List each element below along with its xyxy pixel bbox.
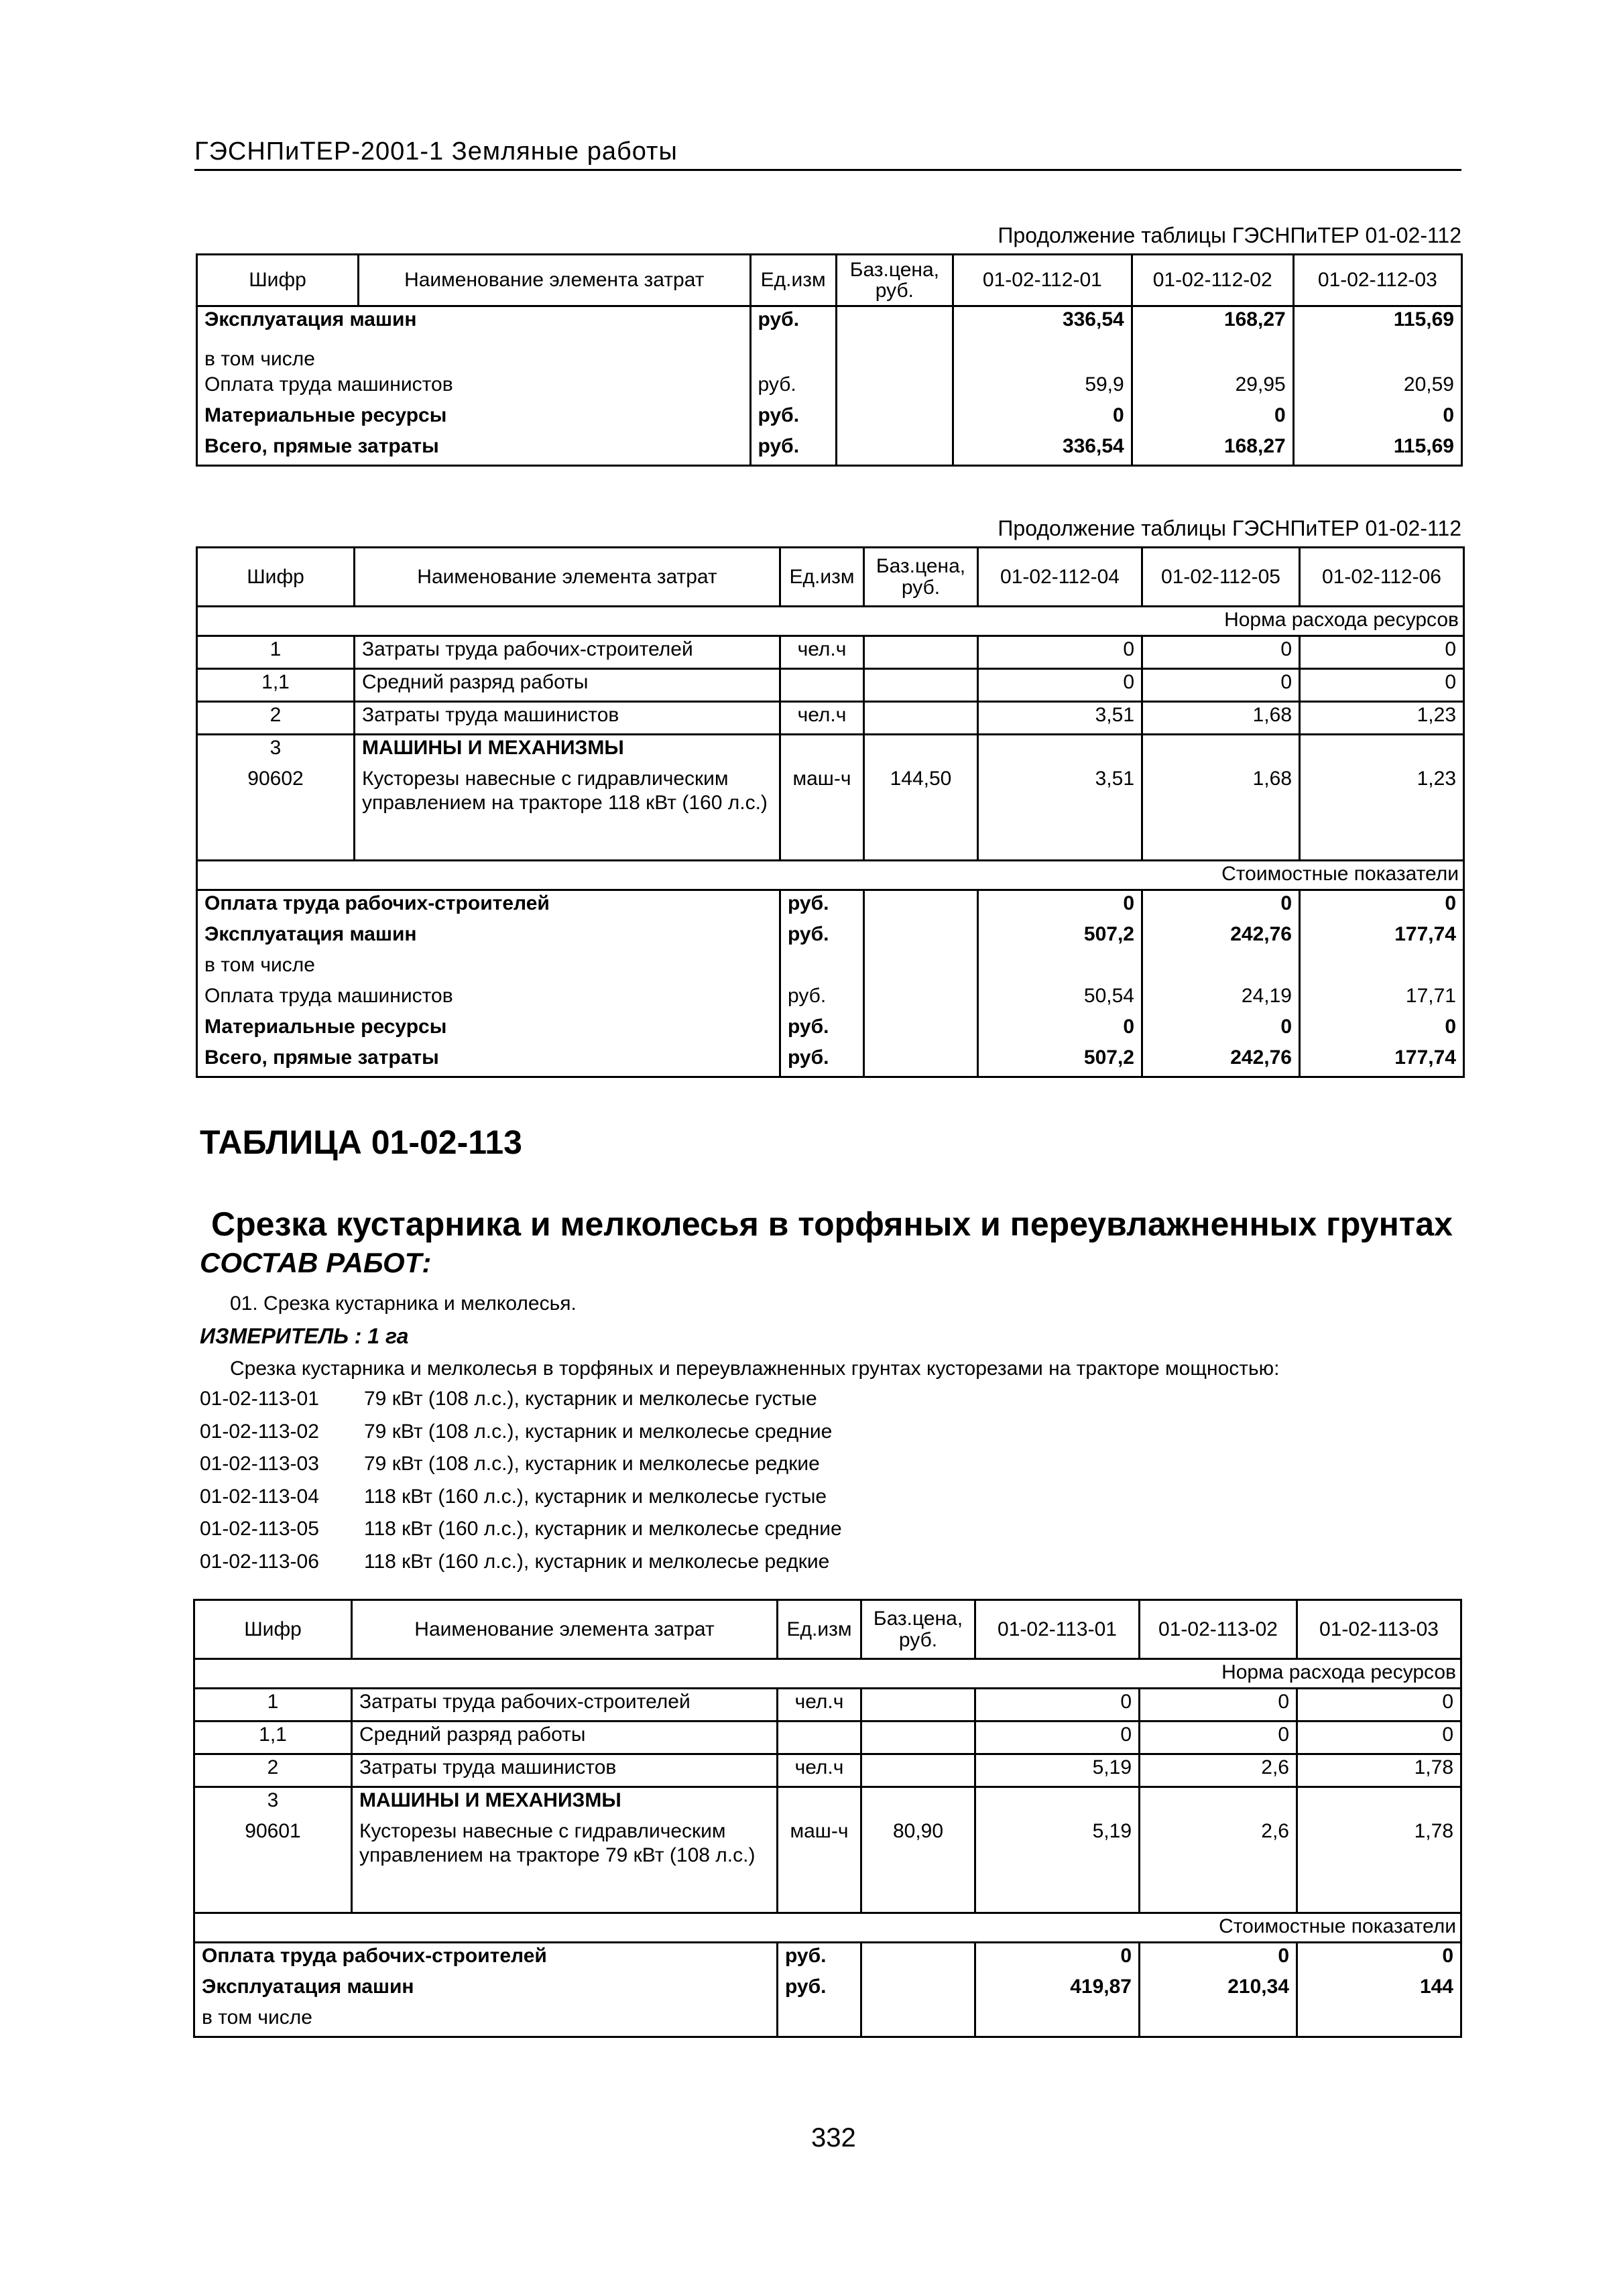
- row-name: Затраты труда рабочих-строителей: [352, 1689, 778, 1721]
- row-value: 507,2: [978, 922, 1142, 953]
- row-name: Оплата труда рабочих-строителей: [197, 890, 780, 922]
- row-value: 0: [1293, 403, 1461, 434]
- col-header: 01-02-113-02: [1140, 1600, 1297, 1659]
- table1-caption: Продолжение таблицы ГЭСНПиТЕР 01-02-112: [998, 223, 1461, 247]
- row-unit: чел.ч: [780, 702, 864, 735]
- item-code: 01-02-113-03: [200, 1453, 319, 1475]
- row-unit: руб.: [780, 890, 864, 922]
- list-item: [200, 1551, 842, 1583]
- table-row: [197, 983, 1464, 1014]
- row-unit: руб.: [750, 403, 836, 434]
- row-name: в том числе: [197, 953, 780, 983]
- list-item: [200, 1486, 842, 1518]
- row-code: 3: [194, 1787, 352, 1819]
- row-unit: руб.: [778, 1974, 861, 2005]
- row-value: 1,23: [1300, 702, 1464, 735]
- col-header: Шифр: [197, 255, 359, 306]
- table1: [196, 253, 1463, 467]
- row-value: 0: [953, 403, 1132, 434]
- col-header: 01-02-113-01: [975, 1600, 1140, 1659]
- row-name: Эксплуатация машин: [194, 1974, 778, 2005]
- row-unit: чел.ч: [780, 636, 864, 669]
- row-value: 168,27: [1132, 306, 1293, 340]
- col-header: Наименование элемента затрат: [355, 548, 780, 607]
- row-value: 0: [1142, 890, 1300, 922]
- col-header: Ед.изм: [778, 1600, 861, 1659]
- table2: [196, 546, 1465, 1078]
- col-header: 01-02-112-01: [953, 255, 1132, 306]
- col-header: 01-02-112-06: [1300, 548, 1464, 607]
- row-code: 1: [194, 1689, 352, 1721]
- row-value: 242,76: [1142, 1045, 1300, 1077]
- row-value: 20,59: [1293, 372, 1461, 403]
- table-row: [194, 1689, 1461, 1721]
- section-row: [194, 1659, 1461, 1689]
- work-title: Срезка кустарника и мелколесья в торфяных и переувлажненных грунтах: [211, 1205, 1453, 1243]
- row-value: 242,76: [1142, 922, 1300, 953]
- row-unit: чел.ч: [778, 1754, 861, 1787]
- row-name: Эксплуатация машин: [197, 922, 780, 953]
- col-header: 01-02-112-03: [1293, 255, 1461, 306]
- row-value: 0: [1142, 1014, 1300, 1045]
- row-value: 0: [1297, 1689, 1461, 1721]
- table-row: [197, 669, 1464, 702]
- section-label: Норма расхода ресурсов: [194, 1659, 1461, 1689]
- col-header: 01-02-113-03: [1297, 1600, 1461, 1659]
- row-value: 115,69: [1293, 434, 1461, 466]
- row-code: 1,1: [197, 669, 355, 702]
- row-code: 90601: [194, 1819, 352, 1913]
- item-text: 79 кВт (108 л.с.), кустарник и мелколесье редкие: [364, 1453, 820, 1475]
- table2-caption: Продолжение таблицы ГЭСНПиТЕР 01-02-112: [998, 516, 1461, 540]
- table-row: [194, 1787, 1461, 1819]
- list-item: [200, 1453, 842, 1486]
- row-unit: руб.: [778, 1942, 861, 1974]
- row-code: 1: [197, 636, 355, 669]
- table-row: [197, 922, 1464, 953]
- row-value: 29,95: [1132, 372, 1293, 403]
- table-header-row: [197, 548, 1464, 607]
- row-value: 5,19: [975, 1754, 1140, 1787]
- row-value: 2,6: [1140, 1754, 1297, 1787]
- row-value: 24,19: [1142, 983, 1300, 1014]
- code-list: [200, 1388, 842, 1583]
- col-header: Ед.изм: [750, 255, 836, 306]
- row-value: 177,74: [1300, 1045, 1464, 1077]
- section-row: [197, 860, 1464, 890]
- row-value: 0: [1300, 890, 1464, 922]
- col-header: Баз.цена, руб.: [864, 548, 978, 607]
- table-row: [197, 766, 1464, 860]
- row-value: 0: [975, 1721, 1140, 1754]
- row-name: в том числе: [194, 2005, 778, 2037]
- row-unit: руб.: [780, 1014, 864, 1045]
- section-row: [194, 1913, 1461, 1942]
- row-value: 0: [1140, 1721, 1297, 1754]
- row-name: Оплата труда машинистов: [197, 983, 780, 1014]
- row-price: 80,90: [861, 1819, 975, 1913]
- row-unit: руб.: [780, 1045, 864, 1077]
- row-value: 0: [1140, 1942, 1297, 1974]
- row-value: 0: [1132, 403, 1293, 434]
- row-value: 0: [978, 636, 1142, 669]
- row-value: 168,27: [1132, 434, 1293, 466]
- row-value: 144: [1297, 1974, 1461, 2005]
- table-row: [197, 953, 1464, 983]
- row-value: 0: [1300, 669, 1464, 702]
- row-unit: маш-ч: [780, 766, 864, 860]
- row-unit: руб.: [780, 922, 864, 953]
- row-value: 59,9: [953, 372, 1132, 403]
- row-name: Всего, прямые затраты: [197, 434, 751, 466]
- page-number: 332: [811, 2123, 856, 2153]
- row-name: Оплата труда рабочих-строителей: [194, 1942, 778, 1974]
- col-header: Наименование элемента затрат: [352, 1600, 778, 1659]
- row-name: Всего, прямые затраты: [197, 1045, 780, 1077]
- row-value: 0: [978, 1014, 1142, 1045]
- col-header: 01-02-112-04: [978, 548, 1142, 607]
- table-row: [194, 2005, 1461, 2037]
- row-name: Затраты труда машинистов: [352, 1754, 778, 1787]
- row-value: 419,87: [975, 1974, 1140, 2005]
- item-code: 01-02-113-04: [200, 1485, 319, 1508]
- row-name: в том числе: [197, 340, 751, 372]
- row-value: 0: [1297, 1721, 1461, 1754]
- row-value: 336,54: [953, 434, 1132, 466]
- row-value: 0: [1142, 636, 1300, 669]
- running-header: ГЭСНПиТЕР-2001-1 Земляные работы: [194, 137, 1461, 171]
- section-label: Норма расхода ресурсов: [197, 607, 1464, 636]
- row-value: 2,6: [1140, 1819, 1297, 1913]
- item-text: 79 кВт (108 л.с.), кустарник и мелколесье густые: [364, 1388, 817, 1410]
- row-value: 0: [978, 890, 1142, 922]
- table-row: [194, 1974, 1461, 2005]
- row-name: МАШИНЫ И МЕХАНИЗМЫ: [352, 1787, 778, 1819]
- row-name: Затраты труда машинистов: [355, 702, 780, 735]
- row-value: 336,54: [953, 306, 1132, 340]
- row-value: 3,51: [978, 702, 1142, 735]
- table-row: [197, 636, 1464, 669]
- table-row: [197, 372, 1462, 403]
- row-unit: чел.ч: [778, 1689, 861, 1721]
- table-row: [194, 1721, 1461, 1754]
- row-unit: руб.: [780, 983, 864, 1014]
- row-name: Средний разряд работы: [352, 1721, 778, 1754]
- col-header: Баз.цена, руб.: [861, 1600, 975, 1659]
- table-row: [197, 702, 1464, 735]
- table-header-row: [194, 1600, 1461, 1659]
- row-value: 0: [1297, 1942, 1461, 1974]
- row-value: 0: [1300, 1014, 1464, 1045]
- row-value: 507,2: [978, 1045, 1142, 1077]
- item-code: 01-02-113-02: [200, 1420, 319, 1443]
- row-value: 0: [1142, 669, 1300, 702]
- section-label: Стоимостные показатели: [197, 860, 1464, 890]
- row-value: 0: [975, 1942, 1140, 1974]
- col-header: Наименование элемента затрат: [359, 255, 751, 306]
- row-value: 3,51: [978, 766, 1142, 860]
- row-value: 50,54: [978, 983, 1142, 1014]
- table-row: [197, 1045, 1464, 1077]
- row-value: 1,78: [1297, 1819, 1461, 1913]
- row-name: Оплата труда машинистов: [197, 372, 751, 403]
- row-value: 1,23: [1300, 766, 1464, 860]
- row-unit: руб.: [750, 306, 836, 340]
- list-item: [200, 1421, 842, 1453]
- table-row: [197, 1014, 1464, 1045]
- table-row: [197, 434, 1462, 466]
- col-header: 01-02-112-02: [1132, 255, 1293, 306]
- row-unit: руб.: [750, 434, 836, 466]
- table-row: [197, 306, 1462, 340]
- item-text: 79 кВт (108 л.с.), кустарник и мелколесье средние: [364, 1420, 833, 1443]
- table-title: ТАБЛИЦА 01-02-113: [200, 1124, 522, 1161]
- section-label: Стоимостные показатели: [194, 1913, 1461, 1942]
- row-value: 210,34: [1140, 1974, 1297, 2005]
- row-name: Материальные ресурсы: [197, 403, 751, 434]
- row-value: 177,74: [1300, 922, 1464, 953]
- row-value: 1,68: [1142, 702, 1300, 735]
- row-value: 1,68: [1142, 766, 1300, 860]
- row-value: 0: [978, 669, 1142, 702]
- row-value: 0: [1300, 636, 1464, 669]
- row-value: 1,78: [1297, 1754, 1461, 1787]
- table-row: [197, 735, 1464, 767]
- item-code: 01-02-113-05: [200, 1518, 319, 1540]
- row-unit: руб.: [750, 372, 836, 403]
- table3: [193, 1599, 1462, 2038]
- row-name: Затраты труда рабочих-строителей: [355, 636, 780, 669]
- col-header: Шифр: [197, 548, 355, 607]
- item-text: 118 кВт (160 л.с.), кустарник и мелколесье средние: [364, 1518, 842, 1540]
- row-code: 1,1: [194, 1721, 352, 1754]
- row-value: 115,69: [1293, 306, 1461, 340]
- row-value: 0: [1140, 1689, 1297, 1721]
- row-name: Кусторезы навесные с гидравлическим управлением на тракторе 79 кВт (108 л.с.): [352, 1819, 778, 1913]
- row-value: 17,71: [1300, 983, 1464, 1014]
- row-code: 2: [197, 702, 355, 735]
- list-item: [200, 1388, 842, 1421]
- row-value: 5,19: [975, 1819, 1140, 1913]
- col-header: 01-02-112-05: [1142, 548, 1300, 607]
- row-code: 90602: [197, 766, 355, 860]
- table-row: [197, 403, 1462, 434]
- row-value: 0: [975, 1689, 1140, 1721]
- operation-item: 01. Срезка кустарника и мелколесья.: [230, 1292, 577, 1315]
- row-name: Эксплуатация машин: [197, 306, 751, 340]
- col-header: Баз.цена, руб.: [836, 255, 953, 306]
- list-item: [200, 1518, 842, 1551]
- row-code: 3: [197, 735, 355, 767]
- table-row: [197, 890, 1464, 922]
- item-code: 01-02-113-01: [200, 1388, 319, 1410]
- intro-text: Срезка кустарника и мелколесья в торфяных и переувлажненных грунтах кусторезами на тракторе мощностью:: [230, 1357, 1280, 1380]
- table-row: [194, 1819, 1461, 1913]
- table-row: [194, 1942, 1461, 1974]
- table-header-row: [197, 255, 1462, 306]
- table-row: [197, 340, 1462, 372]
- row-name: Кусторезы навесные с гидравлическим управлением на тракторе 118 кВт (160 л.с.): [355, 766, 780, 860]
- col-header: Ед.изм: [780, 548, 864, 607]
- work-composition-label: СОСТАВ РАБОТ:: [200, 1247, 432, 1278]
- item-text: 118 кВт (160 л.с.), кустарник и мелколесье густые: [364, 1485, 827, 1508]
- row-code: 2: [194, 1754, 352, 1787]
- col-header: Шифр: [194, 1600, 352, 1659]
- table-row: [194, 1754, 1461, 1787]
- row-name: МАШИНЫ И МЕХАНИЗМЫ: [355, 735, 780, 767]
- item-text: 118 кВт (160 л.с.), кустарник и мелколесье редкие: [364, 1550, 830, 1573]
- row-name: Средний разряд работы: [355, 669, 780, 702]
- section-row: [197, 607, 1464, 636]
- row-unit: маш-ч: [778, 1819, 861, 1913]
- item-code: 01-02-113-06: [200, 1550, 319, 1573]
- row-price: 144,50: [864, 766, 978, 860]
- row-name: Материальные ресурсы: [197, 1014, 780, 1045]
- measure-unit: ИЗМЕРИТЕЛЬ : 1 га: [200, 1324, 409, 1348]
